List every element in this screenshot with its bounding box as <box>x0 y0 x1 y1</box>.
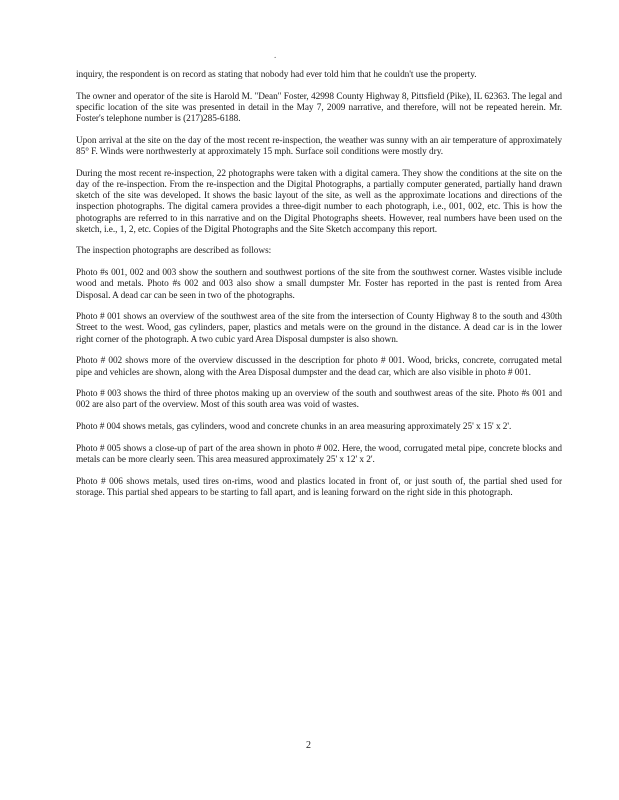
paragraph-weather: Upon arrival at the site on the day of the most recent re-inspection, the weather was sunny with an air temperature of approximately 85° F. Winds were northwesterly at approximately 15 mph. Surface soil conditions were mostly dry. <box>76 135 562 158</box>
paragraph-photo-002: Photo # 002 shows more of the overview discussed in the description for photo # 001. Wood, bricks, concrete, corrugated metal pipe and vehicles are shown, along with the Area Disposal dumpster and the dead car, which are also visible in photo # 001. <box>76 356 562 378</box>
paragraph-respondent-statement: inquiry, the respondent is on record as stating that nobody had ever told him that he couldn't use the property. <box>76 70 477 80</box>
paragraph-photo-intro: The inspection photographs are described as follows: <box>76 246 272 257</box>
page-number: 2 <box>306 740 311 751</box>
paragraph-photographs-overview: During the most recent re-inspection, 22 photographs were taken with a digital camera. They show the conditions at the site on the day of the re-inspection. From the re-inspection and the Digital Photographs, a partially computer generated, partially hand drawn sketch of the site was developed. It shows the basic layout of the site, as well as the approximate locations and directions of the inspection photographs. The digital camera provides a three-digit number to each photograph, i.e., 001, 002, etc. This is how the photographs are referred to in this narrative and on the Digital Photographs sheets. However, real numbers have been used on the sketch, i.e., 1, 2, etc. Copies of the Digital Photographs and the Site Sketch accompany this report. <box>76 168 562 235</box>
body-text <box>76 70 562 510</box>
paragraph-owner-operator: The owner and operator of the site is Harold M. "Dean" Foster, 42998 County Highway 8, Pittsfield (Pike), IL 62363. The legal and specific location of the site was presented in detail in the May 7, 2009 narrative, and therefore, will not be repeated herein. Mr. Foster's telephone number is (217)285-6188. <box>76 91 562 125</box>
paragraph-photo-001: Photo # 001 shows an overview of the southwest area of the site from the intersection of County Highway 8 to the south and 430th Street to the west. Wood, gas cylinders, paper, plastics and metals were on the ground in the distance. A dead car is in the lower right corner of the photograph. A two cubic yard Area Disposal dumpster is also shown. <box>76 312 562 345</box>
paragraph-photo-003: Photo # 003 shows the third of three photos making up an overview of the south and southwest areas of the site. Photo #s 001 and 002 are also part of the overview. Most of this south area was void of wastes. <box>76 389 562 411</box>
top-mark: . <box>274 50 277 60</box>
paragraph-photo-006: Photo # 006 shows metals, used tires on-rims, wood and plastics located in front of, or just south of, the partial shed used for storage. This partial shed appears to be starting to fall apart, and is leaning forward on the right side in this photograph. <box>76 476 562 498</box>
paragraph-photo-005: Photo # 005 shows a close-up of part of the area shown in photo # 002. Here, the wood, corrugated metal pipe, concrete blocks and metals can be more clearly seen. This area measured approximately 25' x 12' x 2'. <box>76 443 562 466</box>
paragraph-photos-001-003: Photo #s 001, 002 and 003 show the southern and southwest portions of the site from the southwest corner. Wastes visible include wood and metals. Photo #s 002 and 003 also show a small dumpster Mr. Foster has reported in the past is rented from Area Disposal. A dead car can be seen in two of the photographs. <box>76 268 562 301</box>
paragraph-photo-004: Photo # 004 shows metals, gas cylinders, wood and concrete chunks in an area measuring approximately 25' x 15' x 2'. <box>76 422 512 433</box>
